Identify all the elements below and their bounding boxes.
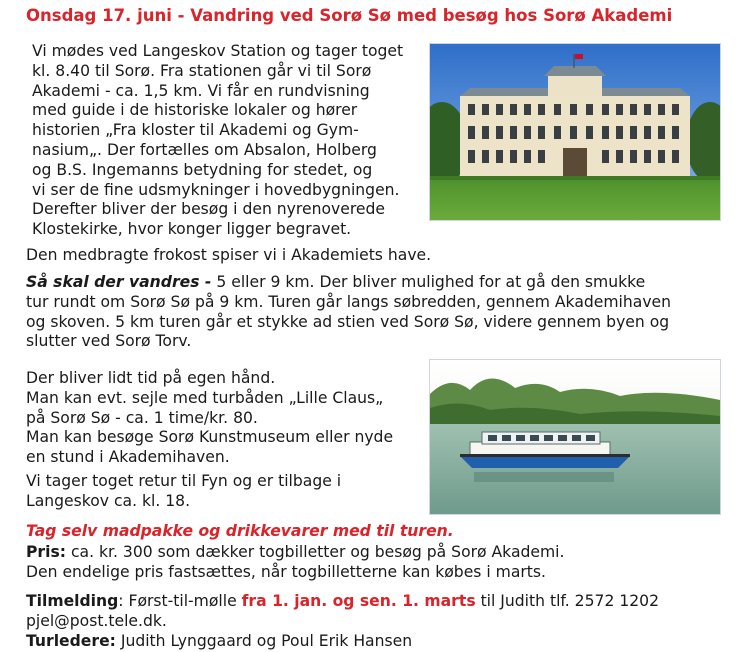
text-line: Man kan besøge Sorø Kunstmuseum eller nyde [26,428,394,447]
walk-line: 5 eller 9 km. Der bliver mulighed for at gå den smukke [211,273,646,291]
price-paragraph [26,543,564,583]
text-line: Den endelige pris fastsættes, når togbilletterne kan købes i marts. [26,562,547,581]
price-text: ca. kr. 300 som dækker togbilletter og besøg på Sorø Akademi. [65,543,565,561]
email-text: pjel@post.tele.dk. [26,611,167,630]
page-title: Onsdag 17. juni - Vandring ved Sorø Sø med besøg hos Sorø Akademi [26,6,673,25]
academy-photo [429,43,721,221]
text-line: historien „Fra kloster til Akademi og Gym- [32,121,359,140]
lunch-text: Den medbragte frokost spiser vi i Akademiets have. [26,246,432,264]
text-line: Derefter bliver der besøg i den nyrenoverede [32,200,385,219]
text-line [26,543,564,563]
text-line: på Sorø Sø - ca. 1 time/kr. 80. [26,408,258,427]
signup-dates: fra 1. jan. og sen. 1. marts [241,592,476,610]
signup-paragraph [26,592,659,651]
text-line: vi ser de fine udsmykninger i hovedbygningen. [32,180,400,199]
text-line: Langeskov ca. kl. 18. [26,491,191,510]
text-line: nasium„. Der fortælles om Absalon, Holberg [32,140,377,159]
free-time-paragraph [26,369,393,468]
walk-line: tur rundt om Sorø Sø på 9 km. Turen går langs søbredden, gennem Akademihaven [26,292,672,311]
academy-building-image [430,44,720,220]
tour-boat-image [430,360,720,514]
text-line: Vi mødes ved Langeskov Station og tager toget [32,42,404,60]
price-label: Pris: [26,543,66,561]
text-line: med guide i de historiske lokaler og hører [32,101,358,120]
walk-heading: Så skal der vandres - [26,273,212,291]
leaders-label: Turledere: [26,631,116,650]
text-line: Vi tager toget retur til Fyn og er tilbage i [26,472,342,490]
text-line: Der bliver lidt tid på egen hånd. [26,369,276,387]
text-line: en stund i Akademihaven. [26,448,230,467]
walk-line: og skoven. 5 km turen går et stykke ad stien ved Sorø Sø, videre gennem byen og [26,312,670,331]
return-paragraph [26,472,341,512]
walk-line: slutter ved Sorø Torv. [26,332,192,351]
bring-notice: Tag selv madpakke og drikkevarer med til turen. [26,522,454,540]
signup-label: Tilmelding [26,592,119,610]
signup-contact: til Judith tlf. 2572 1202 [475,592,660,610]
text-line: Man kan evt. sejle med turbåden „Lille Claus„ [26,388,384,407]
text-line [26,273,671,293]
text-line [26,592,659,612]
text-line: kl. 8.40 til Sorø. Fra stationen går vi til Sorø [32,61,372,80]
text-line: Klostekirke, hvor konger ligger begravet. [32,220,352,239]
boat-photo [429,359,721,515]
walk-paragraph [26,273,671,352]
text-line: Akademi - ca. 1,5 km. Vi får en rundvisning [32,81,370,100]
text-line [26,632,659,652]
intro-paragraph [32,42,403,240]
signup-sep: : Først-til-mølle [118,592,242,610]
text-line: og B.S. Ingemanns betydning for stedet, og [32,160,373,179]
leaders-names: Judith Lynggaard og Poul Erik Hansen [115,631,413,650]
